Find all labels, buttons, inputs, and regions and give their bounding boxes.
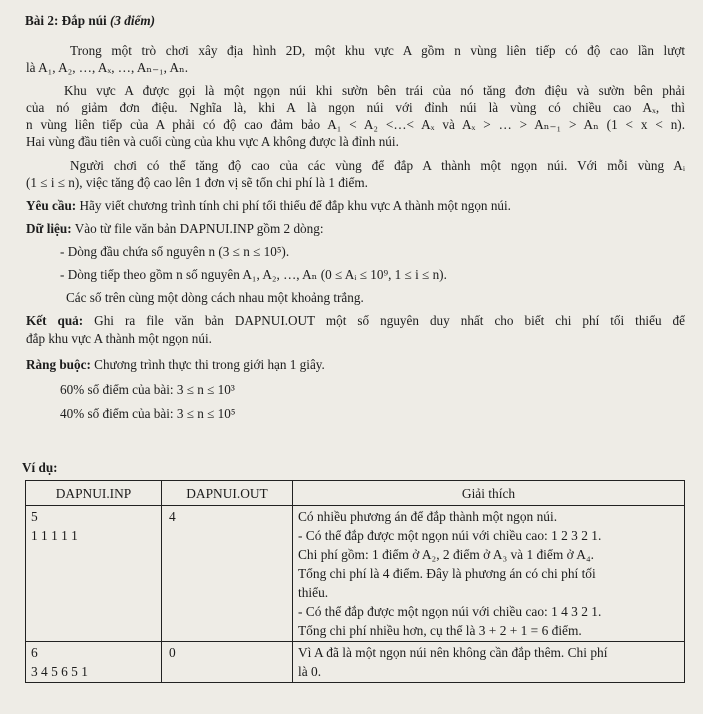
header-inp: DAPNUI.INP [26,481,162,506]
input-label: Dữ liệu: [26,221,72,236]
definition-line-4: Hai vùng đầu tiên và cuối cùng của khu vực A không được là đỉnh núi. [26,134,399,149]
constraints-line [26,356,689,373]
row1-exp-2: - Có thể đắp được một ngọn núi với chiều cao: 1 2 3 2 1. [298,528,602,543]
title-text: Bài 2: Đắp núi [25,13,107,28]
row2-inp-line-1: 6 [31,645,38,660]
request-text: Hãy viết chương trình tính chi phí tối thiểu để đắp khu vực A thành một ngọn núi. [76,198,511,213]
input-detail-1: - Dòng đầu chứa số nguyên n (3 ≤ n ≤ 10⁵). [60,244,290,259]
row1-exp-1: Có nhiều phương án để đắp thành một ngọn núi. [298,509,558,524]
header-explanation: Giải thích [293,481,685,506]
constraint-2: 40% số điểm của bài: 3 ≤ n ≤ 10⁵ [60,406,236,421]
row1-explanation [293,506,685,642]
row2-out [162,642,293,683]
output-label: Kết quả: [26,313,84,328]
row1-inp [26,506,162,642]
row2-explanation [293,642,685,683]
row1-out [162,506,293,642]
problem-title [25,12,689,29]
title-points: (3 điểm) [110,13,156,28]
row1-exp-7: Tổng chi phí nhiều hơn, cụ thể là 3 + 2 + 1 = 6 điểm. [298,623,582,638]
input-detail-2: - Dòng tiếp theo gồm n số nguyên A₁, A₂, …, Aₙ (0 ≤ Aᵢ ≤ 10⁹, 1 ≤ i ≤ n). [60,267,447,282]
rule-line-2: (1 ≤ i ≤ n), việc tăng độ cao lên 1 đơn vị sẽ tốn chi phí là 1 điểm. [26,175,368,190]
row2-inp [26,642,162,683]
request-line [26,197,689,214]
row2-inp-line-2: 3 4 5 6 5 1 [31,664,88,679]
table-row [26,506,685,642]
row1-out-value: 4 [169,509,176,524]
example-table [25,480,685,683]
intro-line-1: Trong một trò chơi xây địa hình 2D, một khu vực A gồm n vùng liên tiếp có độ cao lần lượt [70,43,685,58]
row1-exp-3: Chi phí gồm: 1 điểm ở A₂, 2 điểm ở A₃ và 1 điểm ở A₄. [298,547,594,562]
constraints-text: Chương trình thực thi trong giới hạn 1 giây. [90,357,325,372]
row1-exp-4: Tổng chi phí là 4 điểm. Đây là phương án có chi phí tối [298,566,596,581]
intro-line-2: là A₁, A₂, …, Aₓ, …, Aₙ₋₁, Aₙ. [26,60,189,75]
row2-exp-1: Vì A đã là một ngọn núi nên không cần đắp thêm. Chi phí [298,645,608,660]
output-line-2: đắp khu vực A thành một ngọn núi. [26,331,212,346]
table-row [26,642,685,683]
request-label: Yêu cầu: [26,198,77,213]
row2-out-value: 0 [169,645,176,660]
input-line [26,220,689,237]
input-text: Vào từ file văn bản DAPNUI.INP gồm 2 dòng: [71,221,324,236]
definition-line-2: của nó giảm đơn điệu. Nghĩa là, khi A là ngọn núi với đỉnh núi là vùng có chiều cao Aₓ, thì [26,100,685,115]
table-header-row [26,481,685,506]
row1-exp-6: - Có thể đắp được một ngọn núi với chiều cao: 1 4 3 2 1. [298,604,602,619]
row1-inp-line-1: 5 [31,509,38,524]
definition-line-1: Khu vực A được gọi là một ngọn núi khi sườn bên trái của nó tăng đơn điệu và sườn bên phải [64,83,685,98]
example-label: Ví dụ: [22,460,58,475]
rule-line-1: Người chơi có thể tăng độ cao của các vùng để đắp A thành một ngọn núi. Với mỗi vùng Aᵢ [70,158,685,173]
input-detail-3: Các số trên cùng một dòng cách nhau một khoảng trắng. [66,290,364,305]
row2-exp-2: là 0. [298,664,322,679]
row1-inp-line-2: 1 1 1 1 1 [31,528,78,543]
output-line-1 [26,312,685,329]
output-text: Ghi ra file văn bản DAPNUI.OUT một số nguyên duy nhất cho biết chi phí tối thiểu để [83,313,686,328]
header-out: DAPNUI.OUT [162,481,293,506]
row1-exp-5: thiểu. [298,585,329,600]
constraint-1: 60% số điểm của bài: 3 ≤ n ≤ 10³ [60,382,235,397]
definition-line-3: n vùng liên tiếp của A phải có độ cao đảm bảo A₁ < A₂ <…< Aₓ và Aₓ > … > Aₙ₋₁ > Aₙ (1 < x < n). [26,117,685,132]
constraints-label: Ràng buộc: [26,357,91,372]
